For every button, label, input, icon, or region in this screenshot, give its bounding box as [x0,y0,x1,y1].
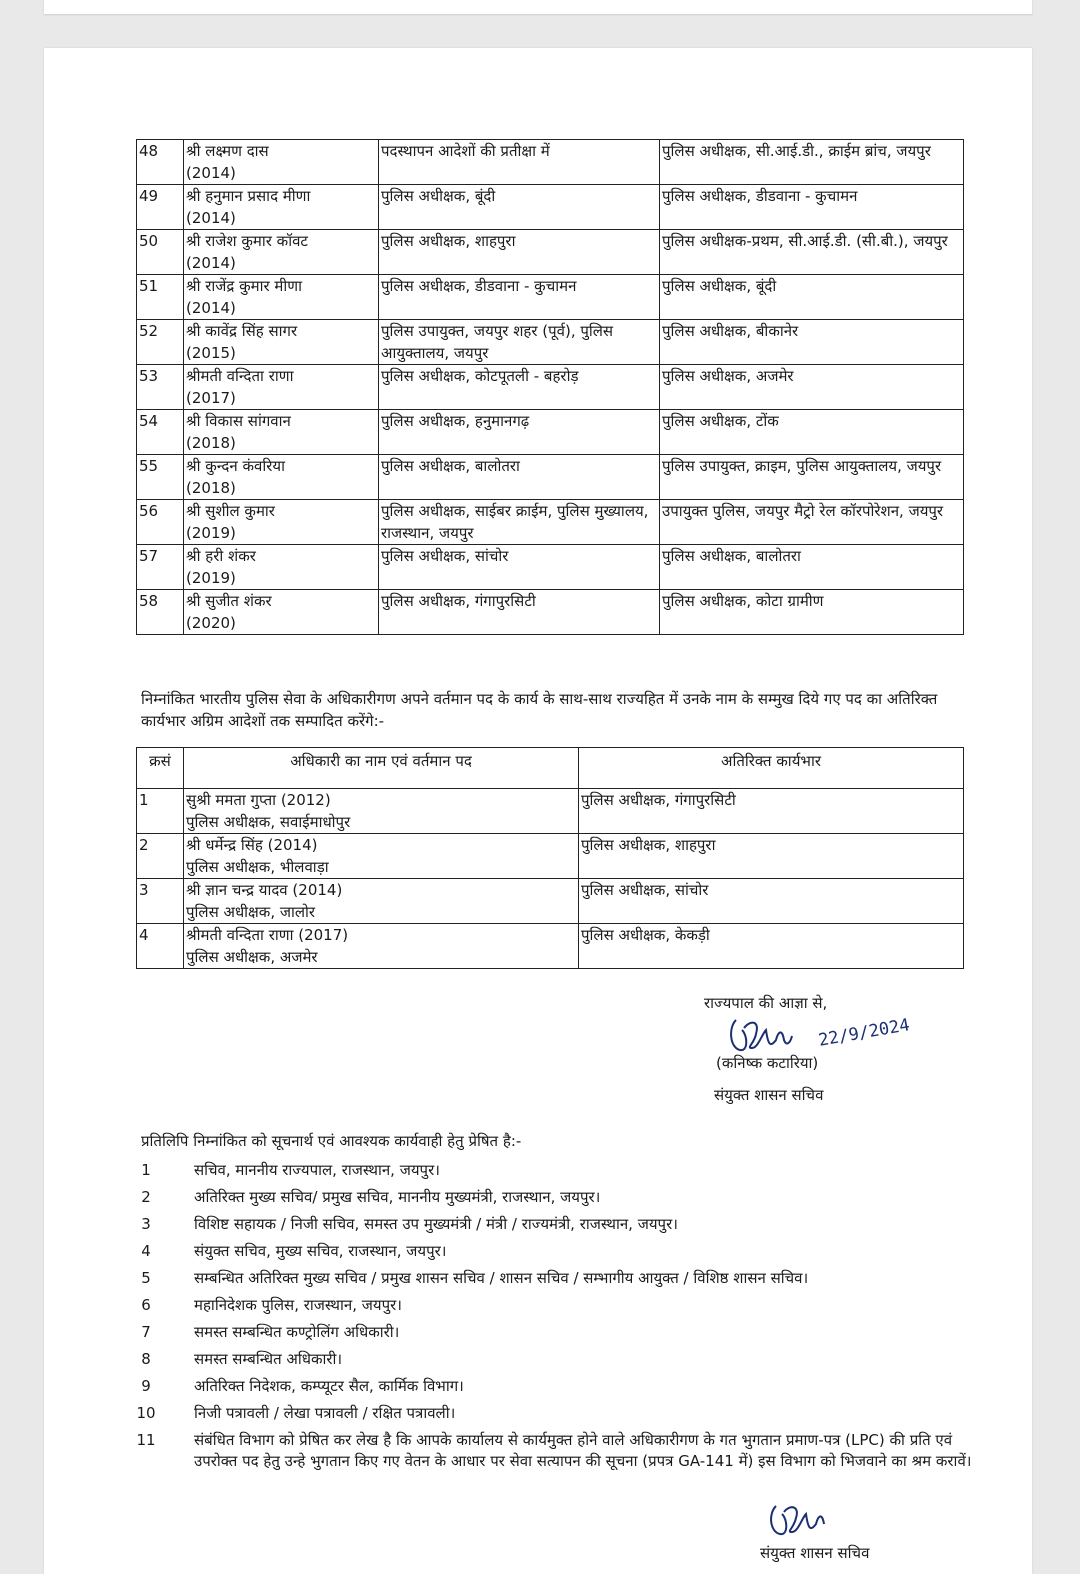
list-item [134,1403,994,1424]
new-post-cell: पुलिस अधीक्षक, अजमेर [660,365,964,410]
list-item [134,1268,994,1289]
table-row [137,924,964,969]
officer-cell [184,789,579,834]
current-post-cell: पुलिस अधीक्षक, कोटपूतली - बहरोड़ [379,365,660,410]
item-number: 4 [141,1242,151,1260]
serial-cell: 48 [137,140,184,185]
officer-name: श्री धर्मेन्द्र सिंह (2014) [186,836,318,854]
list-item [134,1295,994,1316]
additional-charge-table [136,747,964,969]
serial-cell: 3 [137,879,184,924]
batch-year: (2014) [186,254,236,272]
item-number: 6 [141,1296,151,1314]
item-text: संबंधित विभाग को प्रेषित कर लेख है कि आपके कार्यालय से कार्यमुक्त होने वाले अधिकारीगण के गत भुगतान प्रमाण-पत्र (LPC) की प्रति एवं उपरोक्त पद हेतु उन्हे भुगतान किए गए वेतन के आधार पर सेवा सत्यापन की सूचना (प्रपत्र GA-141 में) इस विभाग को भिजवाने का श्रम करावें। [194,1431,972,1470]
list-item [134,1160,994,1181]
item-number: 10 [136,1404,156,1422]
officer-name: श्री विकास सांगवान [186,412,291,430]
batch-year: (2017) [186,389,236,407]
officer-name-cell [184,410,379,455]
table-row [137,789,964,834]
officer-name: श्री राजेश कुमार कॉवट [186,232,308,250]
new-post-cell: पुलिस अधीक्षक, बालोतरा [660,545,964,590]
officer-post: पुलिस अधीक्षक, जालोर [186,903,316,921]
batch-year: (2014) [186,209,236,227]
officer-name-cell [184,500,379,545]
batch-year: (2018) [186,434,236,452]
officer-name: श्री सुजीत शंकर [186,592,272,610]
handwritten-date: 22/9/2024 [816,1015,912,1051]
item-number: 2 [141,1188,151,1206]
table-row [137,365,964,410]
current-post-cell: पुलिस अधीक्षक, शाहपुरा [379,230,660,275]
list-item [134,1214,994,1235]
table-row [137,275,964,320]
new-post-cell: पुलिस अधीक्षक, सी.आई.डी., क्राईम ब्रांच, जयपुर [660,140,964,185]
batch-year: (2019) [186,569,236,587]
serial-cell: 57 [137,545,184,590]
officer-cell [184,834,579,879]
new-post-cell: पुलिस अधीक्षक, बूंदी [660,275,964,320]
item-number: 11 [136,1431,156,1449]
serial-cell: 56 [137,500,184,545]
table-row [137,590,964,635]
table-row [137,500,964,545]
officer-post: पुलिस अधीक्षक, अजमेर [186,948,318,966]
serial-cell: 55 [137,455,184,500]
item-number: 1 [141,1161,151,1179]
current-post-cell: पुलिस अधीक्षक, हनुमानगढ़ [379,410,660,455]
table-row [137,879,964,924]
new-post-cell: पुलिस अधीक्षक, कोटा ग्रामीण [660,590,964,635]
table-row [137,455,964,500]
officer-name: श्री सुशील कुमार [186,502,275,520]
officer-post: पुलिस अधीक्षक, सवाईमाधोपुर [186,813,351,831]
serial-cell: 50 [137,230,184,275]
officer-name: श्री लक्ष्मण दास [186,142,269,160]
current-post-cell: पुलिस अधीक्षक, डीडवाना - कुचामन [379,275,660,320]
item-text: समस्त सम्बन्धित अधिकारी। [194,1350,343,1368]
order-line: राज्यपाल की आज्ञा से, [704,994,828,1012]
serial-cell: 53 [137,365,184,410]
table-row [137,410,964,455]
signatory-name: (कनिष्क कटारिया) [716,1054,819,1072]
serial-cell: 2 [137,834,184,879]
item-text: अतिरिक्त निदेशक, कम्प्यूटर सैल, कार्मिक विभाग। [194,1377,464,1395]
serial-cell: 1 [137,789,184,834]
item-number: 8 [141,1350,151,1368]
table-header-row [137,748,964,789]
table-row [137,230,964,275]
new-post-cell: पुलिस अधीक्षक, टोंक [660,410,964,455]
new-post-cell: पुलिस अधीक्षक, डीडवाना - कुचामन [660,185,964,230]
officer-name-cell [184,185,379,230]
officer-name-cell [184,545,379,590]
copy-list [134,1160,994,1478]
item-number: 9 [141,1377,151,1395]
officer-name-cell [184,455,379,500]
officer-name: श्री ज्ञान चन्द्र यादव (2014) [186,881,343,899]
table-row [137,185,964,230]
additional-charge-cell: पुलिस अधीक्षक, गंगापुरसिटी [579,789,964,834]
batch-year: (2019) [186,524,236,542]
officer-name-cell [184,365,379,410]
serial-cell: 54 [137,410,184,455]
list-item [134,1430,994,1472]
officer-cell [184,879,579,924]
table-row [137,834,964,879]
officer-name-cell [184,230,379,275]
officer-name: श्रीमती वन्दिता राणा (2017) [186,926,349,944]
additional-charge-note: निम्नांकित भारतीय पुलिस सेवा के अधिकारीगण अपने वर्तमान पद के कार्य के साथ-साथ राज्यहित में उनके नाम के सम्मुख दिये गए पद का अतिरिक्त कार्यभार अग्रिम आदेशों तक सम्पादित करेंगे:- [141,690,938,730]
serial-cell: 49 [137,185,184,230]
item-text: विशिष्ट सहायक / निजी सचिव, समस्त उप मुख्यमंत्री / मंत्री / राज्यमंत्री, राजस्थान, जयपुर। [194,1215,678,1233]
officer-name: श्री हनुमान प्रसाद मीणा [186,187,311,205]
table-row [137,320,964,365]
officer-name-cell [184,275,379,320]
officer-name: श्री कावेंद्र सिंह सागर [186,322,298,340]
officer-name: सुश्री ममता गुप्ता (2012) [186,791,331,809]
header-officer: अधिकारी का नाम एवं वर्तमान पद [184,748,579,789]
table-row [137,545,964,590]
batch-year: (2014) [186,164,236,182]
serial-cell: 52 [137,320,184,365]
list-item [134,1187,994,1208]
additional-charge-cell: पुलिस अधीक्षक, शाहपुरा [579,834,964,879]
new-post-cell: पुलिस अधीक्षक, बीकानेर [660,320,964,365]
item-text: सम्बन्धित अतिरिक्त मुख्य सचिव / प्रमुख शासन सचिव / शासन सचिव / सम्भागीय आयुक्त / विशिष्ठ शासन सचिव। [194,1269,809,1287]
header-charge: अतिरिक्त कार्यभार [579,748,964,789]
officer-name-cell [184,590,379,635]
list-item [134,1322,994,1343]
serial-cell: 4 [137,924,184,969]
officer-name: श्री कुन्दन कंवरिया [186,457,285,475]
officer-name-cell [184,140,379,185]
item-text: सचिव, माननीय राज्यपाल, राजस्थान, जयपुर। [194,1161,440,1179]
table-row [137,140,964,185]
previous-page-edge [44,0,1032,14]
officer-cell [184,924,579,969]
current-post-cell: पुलिस अधीक्षक, बालोतरा [379,455,660,500]
batch-year: (2014) [186,299,236,317]
serial-cell: 58 [137,590,184,635]
serial-cell: 51 [137,275,184,320]
item-number: 3 [141,1215,151,1233]
officer-name: श्री राजेंद्र कुमार मीणा [186,277,303,295]
list-item [134,1241,994,1262]
batch-year: (2015) [186,344,236,362]
signatory-designation: संयुक्त शासन सचिव [714,1086,824,1104]
item-text: समस्त सम्बन्धित कण्ट्रोलिंग अधिकारी। [194,1323,400,1341]
transfer-table [136,139,964,635]
current-post-cell: पुलिस अधीक्षक, साईबर क्राईम, पुलिस मुख्यालय, राजस्थान, जयपुर [379,500,660,545]
batch-year: (2018) [186,479,236,497]
current-post-cell: पुलिस अधीक्षक, सांचोर [379,545,660,590]
item-text: अतिरिक्त मुख्य सचिव/ प्रमुख सचिव, माननीय मुख्यमंत्री, राजस्थान, जयपुर। [194,1188,601,1206]
item-number: 7 [141,1323,151,1341]
list-item [134,1376,994,1397]
header-serial: क्रसं [137,748,184,789]
officer-name-cell [184,320,379,365]
new-post-cell: उपायुक्त पुलिस, जयपुर मैट्रो रेल कॉरपोरेशन, जयपुर [660,500,964,545]
batch-year: (2020) [186,614,236,632]
current-post-cell: पुलिस अधीक्षक, बूंदी [379,185,660,230]
item-text: महानिदेशक पुलिस, राजस्थान, जयपुर। [194,1296,402,1314]
footer-designation: संयुक्त शासन सचिव [760,1544,870,1562]
new-post-cell: पुलिस उपायुक्त, क्राइम, पुलिस आयुक्तालय, जयपुर [660,455,964,500]
additional-charge-cell: पुलिस अधीक्षक, सांचोर [579,879,964,924]
current-post-cell: पुलिस उपायुक्त, जयपुर शहर (पूर्व), पुलिस आयुक्तालय, जयपुर [379,320,660,365]
officer-post: पुलिस अधीक्षक, भीलवाड़ा [186,858,329,876]
item-text: संयुक्त सचिव, मुख्य सचिव, राजस्थान, जयपुर। [194,1242,447,1260]
additional-charge-cell: पुलिस अधीक्षक, केकड़ी [579,924,964,969]
officer-name: श्रीमती वन्दिता राणा [186,367,294,385]
document-page [44,48,1032,1574]
item-number: 5 [141,1269,151,1287]
current-post-cell: पदस्थापन आदेशों की प्रतीक्षा में [379,140,660,185]
list-item [134,1349,994,1370]
footer-signature [766,1500,836,1544]
copy-heading: प्रतिलिपि निम्नांकित को सूचनार्थ एवं आवश्यक कार्यवाही हेतु प्रेषित है:- [141,1132,522,1150]
officer-name: श्री हरी शंकर [186,547,256,565]
new-post-cell: पुलिस अधीक्षक-प्रथम, सी.आई.डी. (सी.बी.), जयपुर [660,230,964,275]
current-post-cell: पुलिस अधीक्षक, गंगापुरसिटी [379,590,660,635]
item-text: निजी पत्रावली / लेखा पत्रावली / रक्षित पत्रावली। [194,1404,456,1422]
